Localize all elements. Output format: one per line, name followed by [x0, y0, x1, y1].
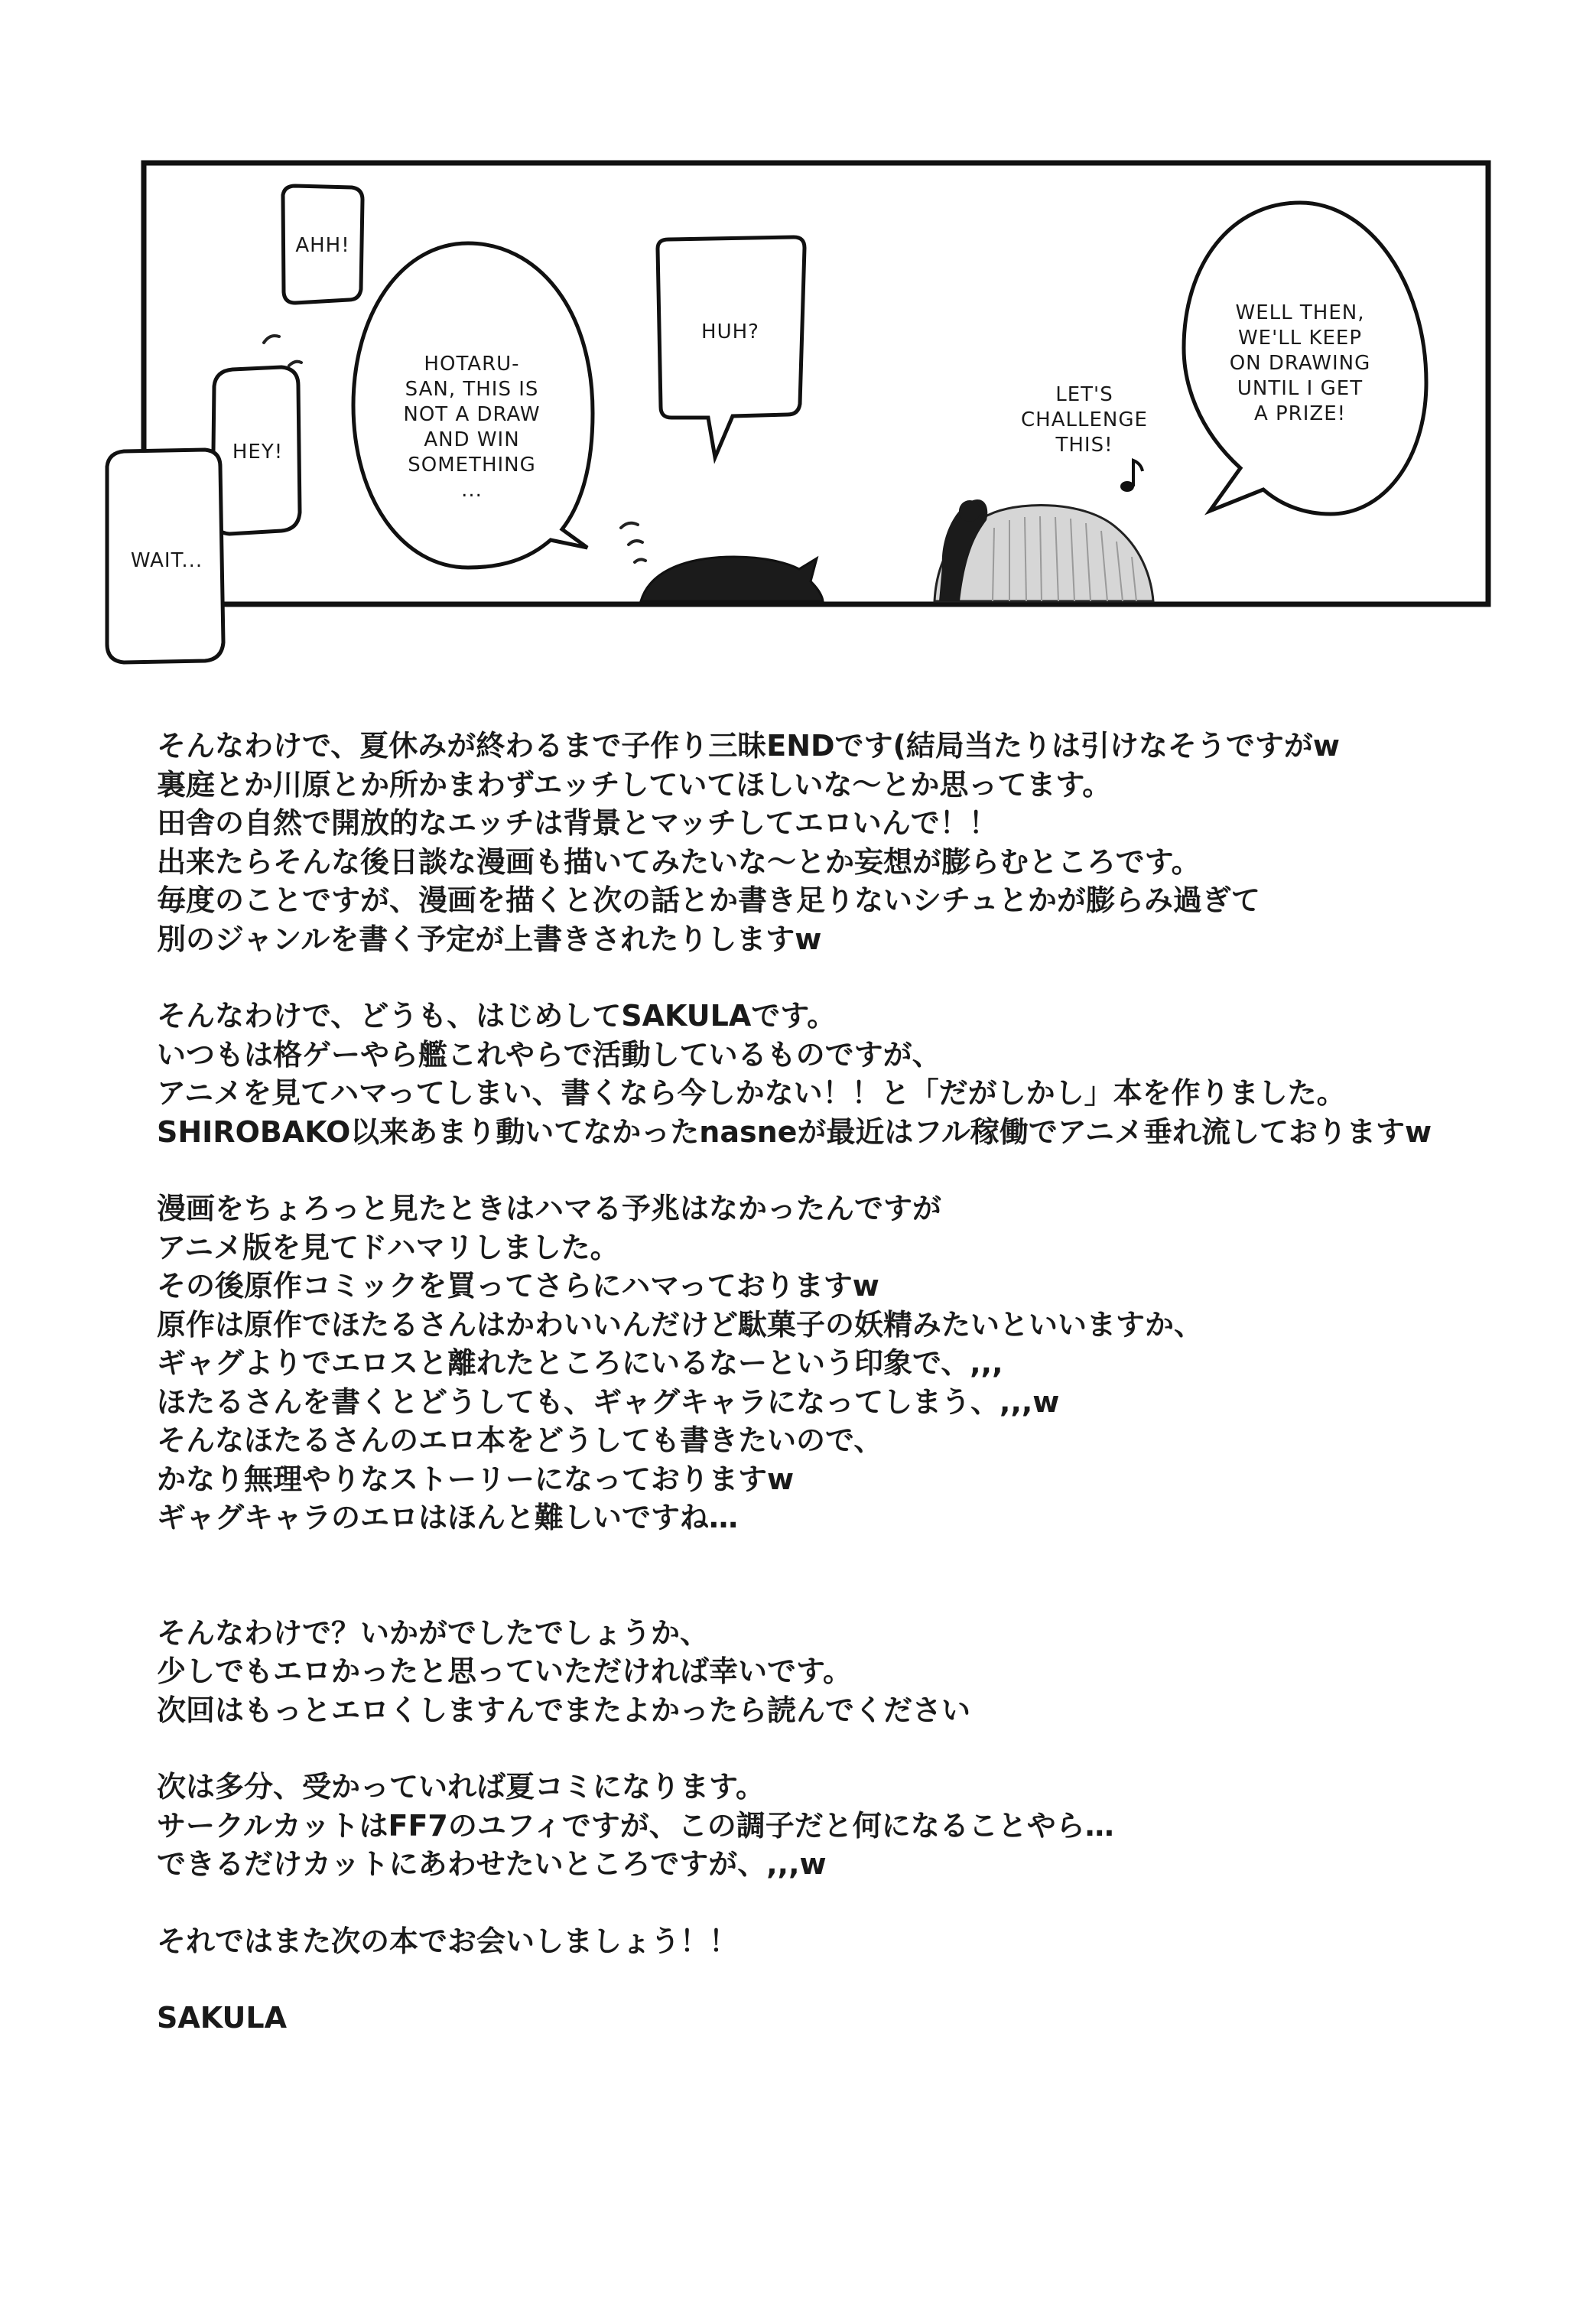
author-signature	[157, 1999, 1533, 2038]
afterword-paragraph	[157, 1189, 1533, 1537]
text-line: 少しでもエロかったと思っていただければ幸いです。	[157, 1654, 852, 1688]
text-line: そんなわけで、夏休みが終わるまで子作り三昧ENDです(結局当たりは引けなそうですがw	[157, 729, 1341, 763]
bubble-text-hey: HEY!	[232, 441, 284, 464]
sweat-marks	[621, 523, 645, 562]
text-line: ギャグよりでエロスと離れたところにいるなーという印象で、,,,	[157, 1346, 1003, 1380]
text-line: 次は多分、受かっていれば夏コミになります。	[157, 1770, 765, 1804]
afterword-text	[157, 727, 1533, 2076]
text-line: 次回はもっとエロくしますんでまたよかったら読んでください	[157, 1693, 971, 1727]
afterword-paragraph	[157, 997, 1533, 1151]
character-head-dark-hair	[641, 557, 823, 601]
text-line: そんなわけで？いかがでしたでしょうか、	[157, 1615, 710, 1650]
text-line: いつもは格ゲーやら艦これやらで活動しているものですが、	[157, 1037, 941, 1072]
surprise-marks	[264, 336, 301, 366]
bubble-text-hotaru: HOTARU- SAN, THIS IS NOT A DRAW AND WIN SOMETHING ...	[403, 353, 541, 502]
text-line: それではまた次の本でお会いしましょう！！	[157, 1924, 739, 1958]
text-line: ほたるさんを書くとどうしても、ギャグキャラになってしまう、,,,w	[157, 1384, 1060, 1419]
afterword-paragraph	[157, 1922, 1533, 1961]
text-line: その後原作コミックを買ってさらにハマっておりますw	[157, 1269, 879, 1303]
author-name: SAKULA	[157, 2001, 288, 2035]
text-line: 田舎の自然で開放的なエッチは背景とマッチしてエロいんで！！	[157, 806, 998, 840]
character-head-light-hair	[935, 499, 1153, 601]
text-line: できるだけカットにあわせたいところですが、,,,w	[157, 1847, 827, 1881]
afterword-paragraph	[157, 727, 1533, 958]
afterword-paragraph	[157, 1768, 1533, 1884]
afterword-paragraph	[157, 1614, 1533, 1730]
music-note-icon	[1120, 460, 1143, 492]
text-line: 別のジャンルを書く予定が上書きされたりしますw	[157, 922, 822, 956]
bubble-text-wait: WAIT...	[130, 549, 203, 572]
text-line: アニメを見てハマってしまい、書くなら今しかない！！と「だがしかし」本を作りました。	[157, 1076, 1346, 1110]
text-line: 毎度のことですが、漫画を描くと次の話とか書き足りないシチュとかが膨らみ過ぎて	[157, 883, 1260, 917]
text-line: 出来たらそんな後日談な漫画も描いてみたいな～とか妄想が膨らむところです。	[157, 844, 1201, 879]
text-line: そんなわけで、どうも、はじめしてSAKULAです。	[157, 999, 837, 1033]
text-line: 漫画をちょろっと見たときはハマる予兆はなかったんですが	[157, 1192, 942, 1225]
bubble-text-ahh: AHH!	[295, 234, 350, 257]
text-line: そんなほたるさんのエロ本をどうしても書きたいので、	[157, 1423, 883, 1457]
bubble-text-lets: LET'S CHALLENGE THIS!	[1021, 383, 1148, 457]
text-line: SHIROBAKO以来あまり動いてなかったnasneが最近はフル稼働でアニメ垂れ流しておりますw	[157, 1114, 1432, 1149]
text-line: ギャグキャラのエロはほんと難しいですね…	[157, 1501, 739, 1534]
text-line: 原作は原作でほたるさんはかわいいんだけど駄菓子の妖精みたいといいますか、	[157, 1307, 1204, 1342]
bubble-text-huh: HUH?	[701, 320, 759, 343]
text-line: アニメ版を見てドハマリしました。	[157, 1230, 619, 1264]
text-line: かなり無理やりなストーリーになっておりますw	[157, 1462, 795, 1496]
bubble-text-wellthen: WELL THEN, WE'LL KEEP ON DRAWING UNTIL I GET A PRIZE!	[1229, 301, 1371, 425]
speech-bubble-huh	[658, 237, 805, 457]
text-line: 裏庭とか川原とか所かまわずエッチしていてほしいな～とか思ってます。	[157, 767, 1112, 802]
text-line: サークルカットはFF7のユフィですが、この調子だと何になることやら…	[157, 1808, 1114, 1843]
